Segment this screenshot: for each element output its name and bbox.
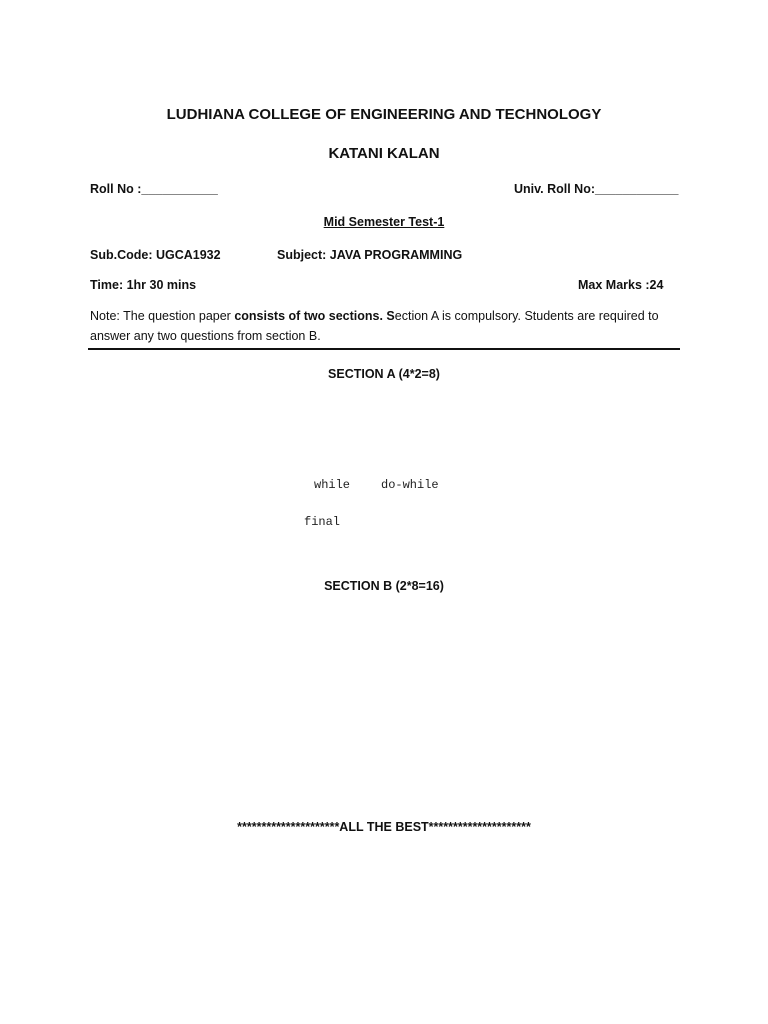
univ-roll-no-field: Univ. Roll No:____________	[514, 182, 679, 196]
exam-title: Mid Semester Test-1	[323, 215, 445, 229]
section-a-heading: SECTION A (4*2=8)	[328, 367, 440, 381]
keyword-while: while	[314, 478, 351, 492]
subject-code: Sub.Code: UGCA1932	[90, 248, 221, 262]
instructions-note	[90, 306, 670, 346]
header-divider	[88, 348, 680, 350]
max-marks: Max Marks :24	[578, 278, 664, 292]
exam-time: Time: 1hr 30 mins	[90, 278, 197, 292]
college-location: KATANI KALAN	[328, 145, 440, 162]
note-suffix: ection A is compulsory. Students are required to answer any two questions from section B.	[90, 309, 659, 343]
roll-no-field: Roll No :___________	[90, 182, 218, 196]
keyword-final: final	[304, 515, 341, 529]
keyword-do-while: do-while	[381, 478, 439, 492]
note-prefix: Note: The question paper	[90, 309, 235, 323]
subject-name: Subject: JAVA PROGRAMMING	[277, 248, 463, 262]
college-name: LUDHIANA COLLEGE OF ENGINEERING AND TECHNOLOGY	[166, 106, 602, 123]
note-bold-part: consists of two sections. S	[234, 309, 395, 323]
closing-message: *********************ALL THE BEST*********************	[237, 820, 531, 834]
section-b-heading: SECTION B (2*8=16)	[324, 579, 444, 593]
